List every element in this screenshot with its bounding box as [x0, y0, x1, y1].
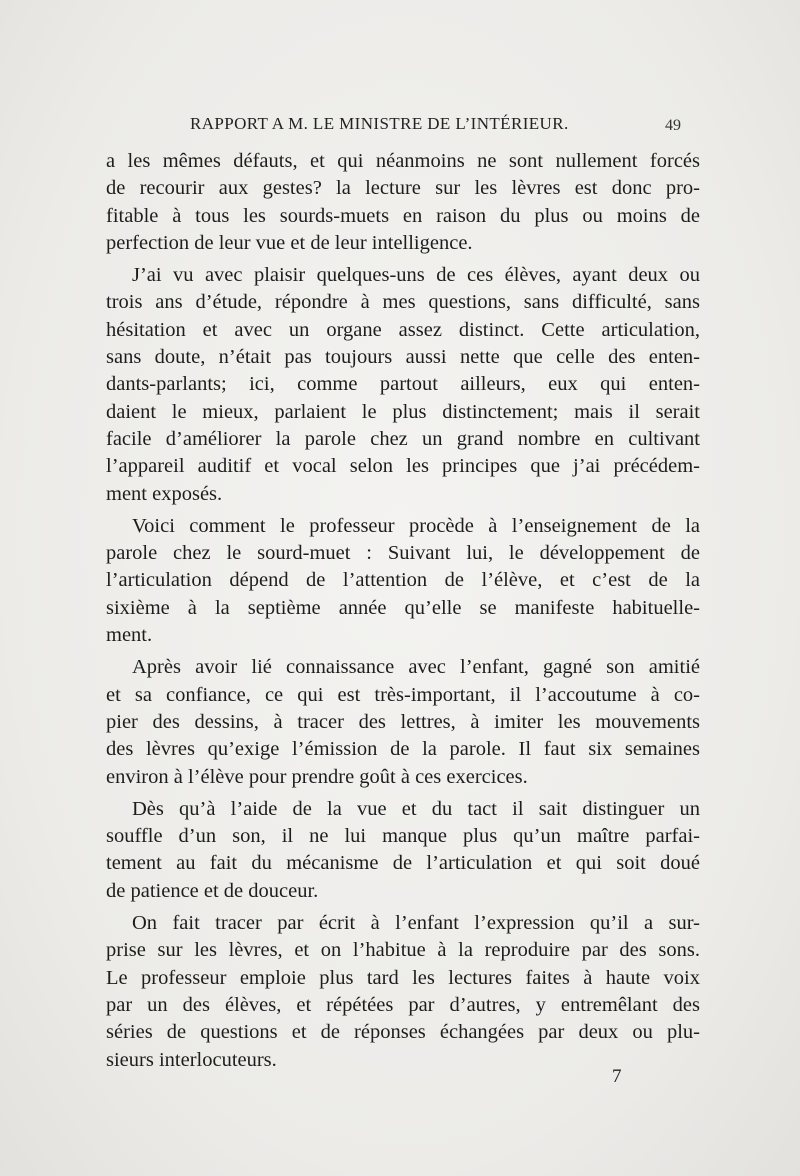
paragraph	[106, 910, 700, 1074]
text-line: Après avoir lié connaissance avec l’enfant, gagné son amitié	[132, 656, 700, 679]
text-line: environ à l’élève pour prendre goût à ces exercices.	[106, 765, 528, 788]
text-line: de recourir aux gestes? la lecture sur les lèvres est donc pro-	[106, 177, 700, 200]
paragraph	[106, 262, 700, 508]
text-line: hésitation et avec un organe assez distinct. Cette articulation,	[106, 318, 700, 341]
text-line: de patience et de douceur.	[106, 879, 319, 902]
text-line: On fait tracer par écrit à l’enfant l’expression qu’il a sur-	[132, 912, 700, 935]
text-line: pier des dessins, à tracer des lettres, à imiter les mouvements	[106, 710, 700, 733]
text-line: sans doute, n’était pas toujours aussi nette que celle des enten-	[106, 346, 700, 369]
body-text	[106, 148, 700, 1074]
text-line: séries de questions et de réponses échangées par deux ou plu-	[106, 1021, 700, 1044]
text-line: prise sur les lèvres, et on l’habitue à la reproduire par des sons.	[106, 939, 700, 962]
paragraph	[106, 513, 700, 649]
text-line: facile d’améliorer la parole chez un grand nombre en cultivant	[106, 427, 700, 450]
text-line: par un des élèves, et répétées par d’autres, y entremêlant des	[106, 993, 700, 1016]
text-line: trois ans d’étude, répondre à mes questions, sans difficulté, sans	[106, 291, 700, 314]
paragraph	[106, 796, 700, 905]
text-line: perfection de leur vue et de leur intelligence.	[106, 231, 473, 254]
paragraph	[106, 148, 700, 257]
text-line: Voici comment le professeur procède à l’enseignement de la	[132, 514, 700, 537]
text-line: J’ai vu avec plaisir quelques-uns de ces élèves, ayant deux ou	[132, 264, 700, 287]
text-line: a les mêmes défauts, et qui néanmoins ne sont nullement forcés	[106, 150, 700, 172]
text-line: souffle d’un son, il ne lui manque plus qu’un maître parfai-	[106, 825, 700, 848]
text-line: fitable à tous les sourds-muets en raison du plus ou moins de	[106, 204, 700, 227]
text-line: et sa confiance, ce qui est très-important, il l’accoutume à co-	[106, 683, 700, 706]
text-line: Le professeur emploie plus tard les lectures faites à haute voix	[106, 966, 700, 989]
signature-mark: 7	[612, 1066, 622, 1087]
paragraph	[106, 654, 700, 790]
text-line: des lèvres qu’exige l’émission de la parole. Il faut six semaines	[106, 738, 700, 761]
text-line: sieurs interlocuteurs.	[106, 1048, 277, 1071]
text-line: daient le mieux, parlaient le plus distinctement; mais il serait	[106, 400, 700, 423]
text-line: ment.	[106, 624, 153, 647]
text-line: sixième à la septième année qu’elle se manifeste habituelle-	[106, 596, 700, 619]
text-line: ment exposés.	[106, 482, 223, 505]
text-line: l’articulation dépend de l’attention de l’élève, et c’est de la	[106, 569, 700, 592]
text-line: tement au fait du mécanisme de l’articulation et qui soit doué	[106, 852, 700, 875]
text-line: Dès qu’à l’aide de la vue et du tact il sait distinguer un	[132, 797, 700, 820]
page-number: 49	[665, 117, 681, 134]
text-line: dants-parlants; ici, comme partout ailleurs, eux qui enten-	[106, 373, 700, 396]
text-line: parole chez le sourd-muet : Suivant lui, le développement de	[106, 542, 700, 565]
running-head: RAPPORT A M. LE MINISTRE DE L’INTÉRIEUR.	[190, 114, 569, 133]
text-line: l’appareil auditif et vocal selon les principes que j’ai précédem-	[106, 455, 700, 478]
